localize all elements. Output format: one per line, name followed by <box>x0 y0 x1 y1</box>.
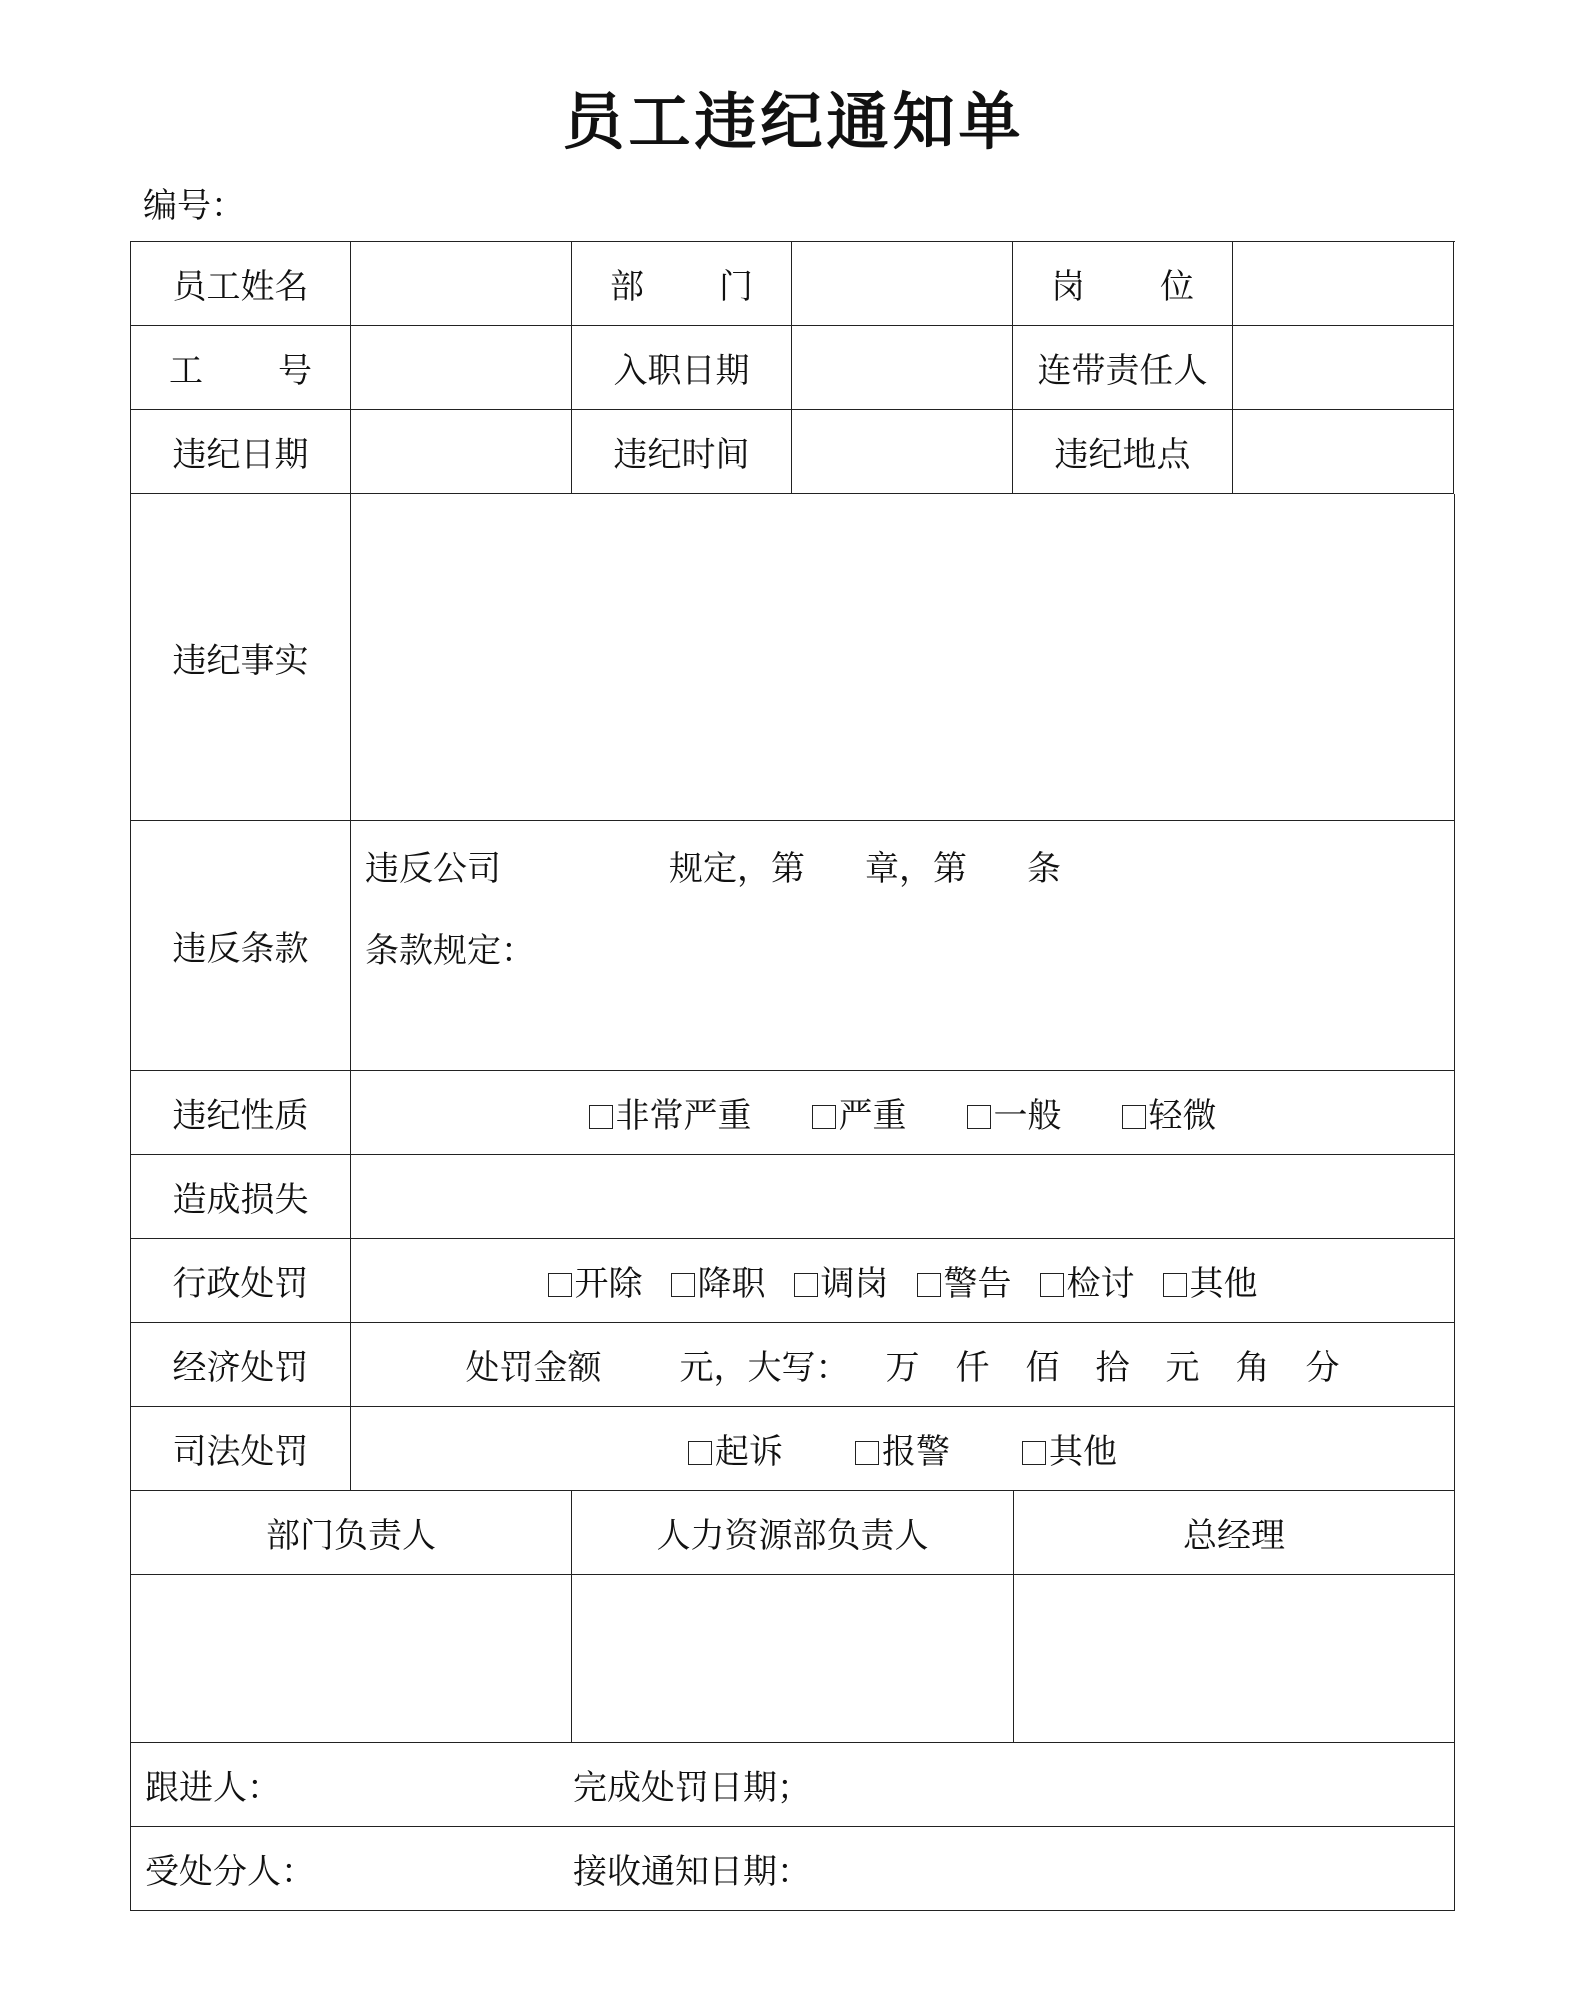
general-manager-label: 总经理 <box>1014 1491 1455 1575</box>
employee-id-label-char-2: 号 <box>278 351 312 391</box>
judicial-option-prosecute[interactable] <box>688 1424 783 1473</box>
admin-option-dismissal[interactable] <box>548 1256 643 1305</box>
nature-option-minor[interactable] <box>1122 1088 1217 1137</box>
checkbox-icon[interactable] <box>548 1273 572 1297</box>
loss-label: 造成损失 <box>131 1155 351 1239</box>
employee-id-label-char-1: 工 <box>169 351 203 391</box>
post-label <box>1013 242 1233 326</box>
joint-liable-field[interactable] <box>1233 326 1454 410</box>
option-label: 严重 <box>838 1096 907 1136</box>
employee-id-field[interactable] <box>351 326 572 410</box>
violation-nature-options <box>351 1071 1455 1155</box>
clause-label: 违反条款 <box>131 821 351 1071</box>
judicial-penalty-label: 司法处罚 <box>131 1407 351 1491</box>
admin-option-transfer[interactable] <box>794 1256 889 1305</box>
option-label: 其他 <box>1189 1264 1258 1304</box>
form-row-follow-up <box>131 1743 1455 1827</box>
doc-number-label: 编号： <box>143 186 245 226</box>
checkbox-icon[interactable] <box>794 1273 818 1297</box>
checkbox-icon[interactable] <box>967 1105 991 1129</box>
violation-place-label: 违纪地点 <box>1013 410 1233 494</box>
penalty-caps-label: 元，大写： <box>679 1348 850 1388</box>
loss-field[interactable] <box>351 1155 1455 1239</box>
form-row-nature <box>131 1071 1455 1155</box>
clause-field[interactable] <box>351 821 1455 1071</box>
checkbox-icon[interactable] <box>1022 1441 1046 1465</box>
form-row-basic-info <box>131 242 1455 326</box>
violation-date-field[interactable] <box>351 410 572 494</box>
checkbox-icon[interactable] <box>589 1105 613 1129</box>
post-label-char-1: 岗 <box>1051 267 1085 307</box>
dept-head-label: 部门负责人 <box>131 1491 572 1575</box>
unit-jiao: 角 <box>1235 1348 1270 1388</box>
form-row-admin-penalty <box>131 1239 1455 1323</box>
form-row-violation-when-where <box>131 410 1455 494</box>
admin-option-other[interactable] <box>1163 1256 1258 1305</box>
option-label: 警告 <box>943 1264 1012 1304</box>
form-row-judicial-penalty <box>131 1407 1455 1491</box>
violation-date-label: 违纪日期 <box>131 410 351 494</box>
admin-penalty-label: 行政处罚 <box>131 1239 351 1323</box>
clause-chapter-text: 章，第 <box>865 849 967 889</box>
form-row-signature-headers <box>131 1491 1455 1575</box>
option-label: 一般 <box>993 1096 1062 1136</box>
clause-company-text: 违反公司 <box>365 849 501 889</box>
option-label: 非常严重 <box>615 1096 752 1136</box>
option-label: 降职 <box>697 1264 766 1304</box>
clause-line-rule <box>365 843 1061 895</box>
option-label: 调岗 <box>820 1264 889 1304</box>
checkbox-icon[interactable] <box>671 1273 695 1297</box>
form-row-clause <box>131 821 1455 1071</box>
form-row-loss <box>131 1155 1455 1239</box>
department-label-char-1: 部 <box>610 267 644 307</box>
violation-facts-field[interactable] <box>351 494 1455 821</box>
joint-liable-label: 连带责任人 <box>1013 326 1233 410</box>
follow-up-field[interactable] <box>131 1743 1455 1827</box>
unit-bai: 佰 <box>1025 1348 1060 1388</box>
option-label: 其他 <box>1049 1432 1117 1472</box>
checkbox-icon[interactable] <box>812 1105 836 1129</box>
unit-wan: 万 <box>885 1348 920 1388</box>
judicial-penalty-options <box>351 1407 1455 1491</box>
unit-qian: 仟 <box>955 1348 990 1388</box>
violation-facts-label: 违纪事实 <box>131 494 351 821</box>
form-table <box>130 241 1455 1911</box>
follow-up-label: 跟进人： <box>145 1768 281 1808</box>
nature-option-very-serious[interactable] <box>589 1088 752 1137</box>
department-label-char-2: 门 <box>719 267 753 307</box>
form-row-signatures <box>131 1575 1455 1743</box>
hr-head-signature-field[interactable] <box>572 1575 1014 1743</box>
unit-fen: 分 <box>1305 1348 1340 1388</box>
form-row-facts <box>131 494 1455 821</box>
checkbox-icon[interactable] <box>1163 1273 1187 1297</box>
clause-rule-text: 规定，第 <box>669 849 805 889</box>
form-row-employment <box>131 326 1455 410</box>
judicial-option-other[interactable] <box>1022 1424 1117 1473</box>
option-label: 报警 <box>882 1432 950 1472</box>
penalty-amount-label: 处罚金额 <box>465 1348 602 1388</box>
violation-time-field[interactable] <box>792 410 1013 494</box>
option-label: 轻微 <box>1148 1096 1217 1136</box>
admin-option-warning[interactable] <box>917 1256 1012 1305</box>
judicial-option-police[interactable] <box>855 1424 950 1473</box>
checkbox-icon[interactable] <box>1122 1105 1146 1129</box>
form-row-recipient <box>131 1827 1455 1911</box>
admin-penalty-options <box>351 1239 1455 1323</box>
nature-option-serious[interactable] <box>812 1088 907 1137</box>
clause-provision-label: 条款规定： <box>365 931 535 971</box>
hr-head-label: 人力资源部负责人 <box>572 1491 1014 1575</box>
department-label <box>572 242 792 326</box>
post-field[interactable] <box>1233 242 1454 326</box>
checkbox-icon[interactable] <box>917 1273 941 1297</box>
employee-name-label: 员工姓名 <box>131 242 351 326</box>
violation-place-field[interactable] <box>1233 410 1454 494</box>
employee-id-label <box>131 326 351 410</box>
hire-date-field[interactable] <box>792 326 1013 410</box>
receive-date-label: 接收通知日期： <box>573 1852 811 1892</box>
page-title: 员工违纪通知单 <box>562 85 1025 158</box>
clause-article-text: 条 <box>1027 849 1061 889</box>
option-label: 检讨 <box>1066 1264 1135 1304</box>
general-manager-signature-field[interactable] <box>1014 1575 1455 1743</box>
checkbox-icon[interactable] <box>688 1441 712 1465</box>
form-row-economic-penalty <box>131 1323 1455 1407</box>
economic-penalty-label: 经济处罚 <box>131 1323 351 1407</box>
checkbox-icon[interactable] <box>855 1441 879 1465</box>
post-label-char-2: 位 <box>1160 267 1194 307</box>
checkbox-icon[interactable] <box>1040 1273 1064 1297</box>
completion-date-label: 完成处罚日期； <box>573 1768 811 1808</box>
admin-option-self-criticism[interactable] <box>1040 1256 1135 1305</box>
recipient-label: 受处分人： <box>145 1852 315 1892</box>
option-label: 起诉 <box>715 1432 783 1472</box>
nature-option-general[interactable] <box>967 1088 1062 1137</box>
dept-head-signature-field[interactable] <box>131 1575 572 1743</box>
department-field[interactable] <box>792 242 1013 326</box>
option-label: 开除 <box>574 1264 643 1304</box>
recipient-field[interactable] <box>131 1827 1455 1911</box>
unit-shi: 拾 <box>1095 1348 1130 1388</box>
hire-date-label: 入职日期 <box>572 326 792 410</box>
admin-option-demotion[interactable] <box>671 1256 766 1305</box>
violation-time-label: 违纪时间 <box>572 410 792 494</box>
economic-penalty-field[interactable] <box>351 1323 1455 1407</box>
employee-name-field[interactable] <box>351 242 572 326</box>
unit-yuan: 元 <box>1165 1348 1200 1388</box>
violation-nature-label: 违纪性质 <box>131 1071 351 1155</box>
